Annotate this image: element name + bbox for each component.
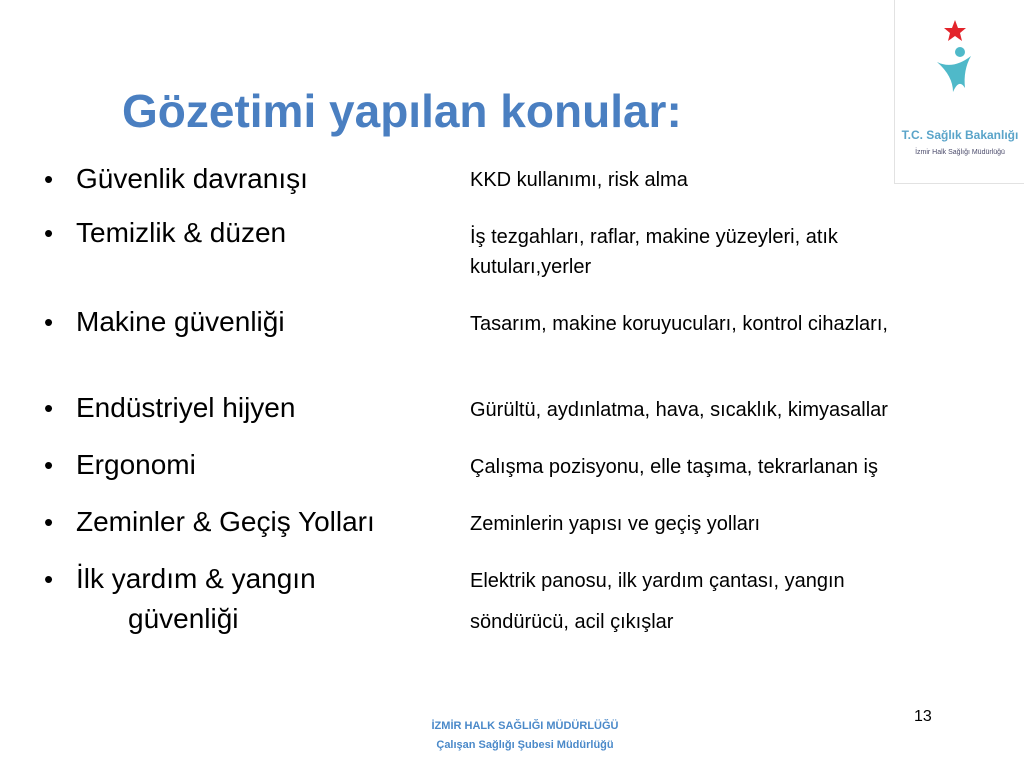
ministry-logo bbox=[894, 0, 1024, 184]
logo-name: T.C. Sağlık Bakanlığı bbox=[901, 128, 1019, 142]
bullet: • bbox=[44, 564, 54, 594]
description-line: KKD kullanımı, risk alma bbox=[470, 169, 688, 191]
topic-label: Makine güvenliği bbox=[76, 306, 285, 337]
bullet: • bbox=[44, 218, 54, 248]
topic-label: Ergonomi bbox=[76, 449, 196, 480]
topic-label: Güvenlik davranışı bbox=[76, 163, 308, 194]
topic-description bbox=[470, 395, 1015, 425]
bullet: • bbox=[44, 507, 54, 537]
footer bbox=[320, 717, 730, 755]
topic-label: Temizlik & düzen bbox=[76, 217, 287, 248]
topic-label: Endüstriyel hijyen bbox=[76, 392, 296, 423]
topic-description bbox=[470, 309, 1015, 339]
ministry-of-health-emblem-icon bbox=[913, 18, 1007, 126]
description-line: İş tezgahları, raflar, makine yüzeyleri, atık bbox=[470, 226, 838, 248]
topic-label: Zeminler & Geçiş Yolları bbox=[76, 506, 375, 537]
footer-line: İZMİR HALK SAĞLIĞI MÜDÜRLÜĞÜ bbox=[431, 720, 619, 732]
bullet: • bbox=[44, 393, 54, 423]
topic-description bbox=[470, 509, 1015, 539]
bullet: • bbox=[44, 450, 54, 480]
slide-title: Gözetimi yapılan konular: bbox=[122, 85, 682, 137]
description-line: Çalışma pozisyonu, elle taşıma, tekrarlanan iş bbox=[470, 456, 878, 478]
topic-description bbox=[470, 222, 1015, 282]
topic-description bbox=[470, 452, 1015, 482]
description-line: Zeminlerin yapısı ve geçiş yolları bbox=[470, 513, 761, 535]
description-line: Elektrik panosu, ilk yardım çantası, yangın bbox=[470, 570, 845, 592]
topic-description bbox=[470, 165, 1015, 195]
description-line: kutuları,yerler bbox=[470, 256, 592, 278]
description-line: söndürücü, acil çıkışlar bbox=[470, 611, 674, 633]
footer-line: Çalışan Sağlığı Şubesi Müdürlüğü bbox=[436, 739, 614, 751]
description-line: Gürültü, aydınlatma, hava, sıcaklık, kimyasallar bbox=[470, 399, 888, 421]
topic-label: İlk yardım & yangın bbox=[76, 563, 316, 594]
logo-subtitle: İzmir Halk Sağlığı Müdürlüğü bbox=[915, 149, 1005, 156]
description-line: Tasarım, makine koruyucuları, kontrol cihazları, bbox=[470, 313, 888, 335]
bullet: • bbox=[44, 164, 54, 194]
bullet: • bbox=[44, 307, 54, 337]
topic-description bbox=[470, 566, 1015, 637]
topic-label-continuation: güvenliği bbox=[128, 603, 239, 634]
page-number: 13 bbox=[914, 708, 932, 725]
